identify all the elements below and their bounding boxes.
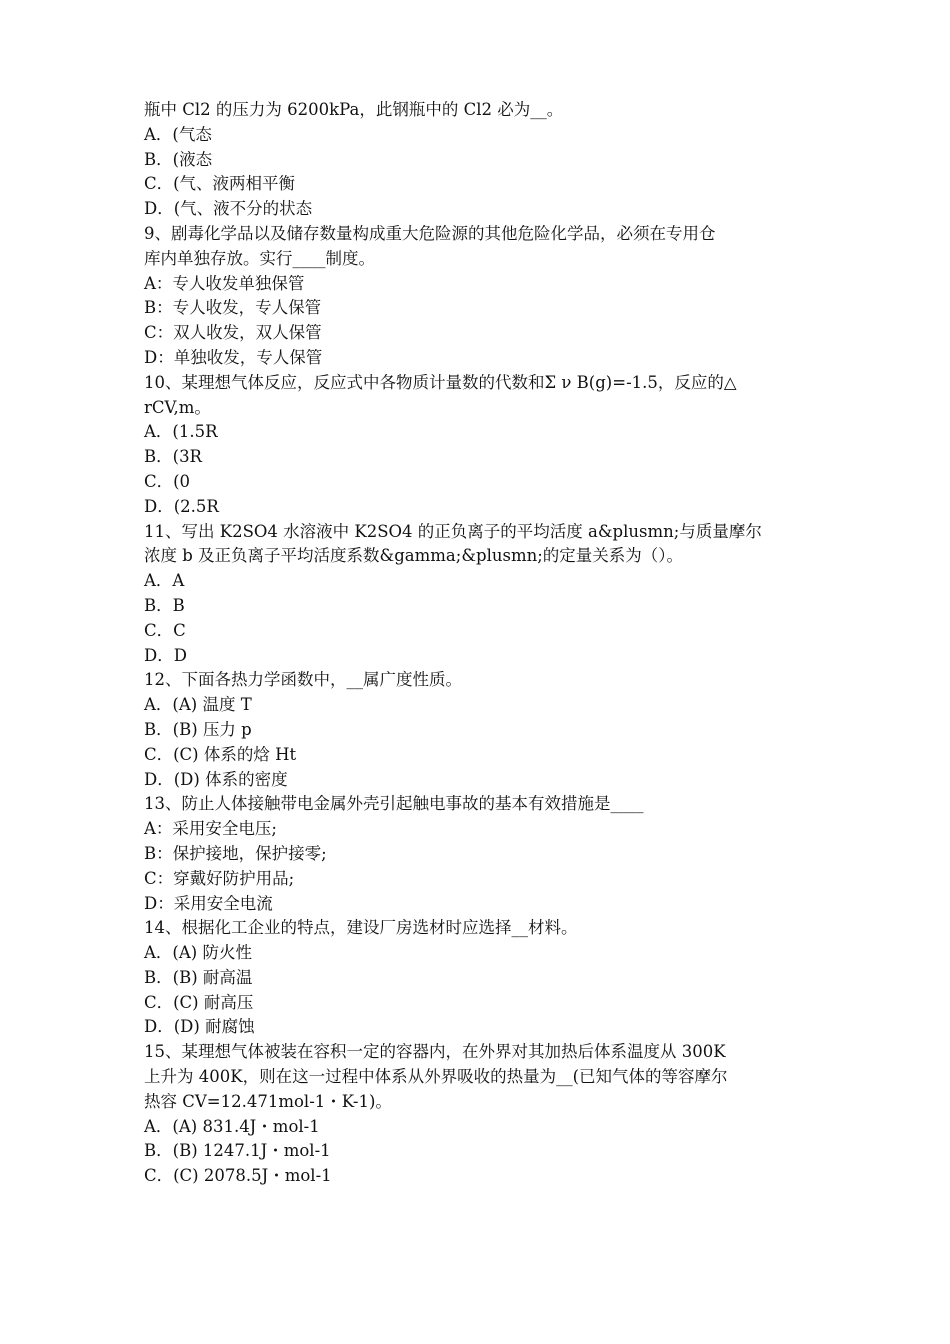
text-line: A：专人收发单独保管 <box>144 273 305 293</box>
text-line: B：专人收发，专人保管 <box>144 298 322 318</box>
text-line: C：双人收发，双人保管 <box>144 323 322 343</box>
text-line: 11、写出 K2SO4 水溶液中 K2SO4 的正负离子的平均活度 a&plusmn;与质量摩尔 <box>144 521 762 541</box>
text-line: B．(B) 耐高温 <box>144 967 253 987</box>
document-page <box>144 98 812 1189</box>
text-line: B．(B) 压力 p <box>144 719 252 739</box>
text-line: A．(A) 温度 T <box>144 695 252 715</box>
text-line: 10、某理想气体反应，反应式中各物质计量数的代数和Σ ν B(g)=-1.5，反应的△ <box>144 372 737 392</box>
text-line: B．(B) 1247.1J・mol-1 <box>144 1141 331 1161</box>
text-line: A：采用安全电压; <box>144 819 277 839</box>
text-line: B：保护接地，保护接零; <box>144 843 327 863</box>
text-line: 瓶中 Cl2 的压力为 6200kPa，此钢瓶中的 Cl2 必为__。 <box>144 100 564 119</box>
text-line: 12、下面各热力学函数中，__属广度性质。 <box>144 670 462 690</box>
text-line: 库内单独存放。实行____制度。 <box>144 248 375 268</box>
text-line: D．(气、液不分的状态 <box>144 199 313 219</box>
text-line: D．(2.5R <box>144 496 219 516</box>
text-line: 热容 CV=12.471mol-1・K-1)。 <box>144 1091 392 1111</box>
text-line: C．(C) 体系的焓 Ht <box>144 744 297 764</box>
text-line: C．(气、液两相平衡 <box>144 174 296 194</box>
text-line: 上升为 400K，则在这一过程中体系从外界吸收的热量为__(已知气体的等容摩尔 <box>144 1067 728 1087</box>
text-line: B．B <box>144 595 185 615</box>
text-line: 浓度 b 及正负离子平均活度系数&gamma;&plusmn;的定量关系为（）。 <box>144 546 684 566</box>
text-line: C．(0 <box>144 471 191 491</box>
text-line: C．C <box>144 620 186 640</box>
text-line: 14、根据化工企业的特点，建设厂房选材时应选择__材料。 <box>144 918 578 938</box>
text-line: A．(A) 防火性 <box>144 943 252 963</box>
text-line: 15、某理想气体被装在容积一定的容器内，在外界对其加热后体系温度从 300K <box>144 1042 726 1062</box>
text-line: D．(D) 体系的密度 <box>144 769 288 789</box>
text-line: A．(A) 831.4J・mol-1 <box>144 1116 320 1136</box>
text-line: B．(3R <box>144 447 202 467</box>
text-line: C．(C) 2078.5J・mol-1 <box>144 1166 332 1186</box>
text-line: C：穿戴好防护用品; <box>144 868 295 888</box>
text-line: D：单独收发，专人保管 <box>144 347 323 367</box>
text-line: D：采用安全电流 <box>144 893 273 913</box>
text-line: 13、防止人体接触带电金属外壳引起触电事故的基本有效措施是____ <box>144 794 644 814</box>
text-line: D．(D) 耐腐蚀 <box>144 1017 255 1037</box>
text-line: 9、剧毒化学品以及储存数量构成重大危险源的其他危险化学品，必须在专用仓 <box>144 223 716 243</box>
text-line: C．(C) 耐高压 <box>144 992 254 1012</box>
text-line: A．(1.5R <box>144 422 218 442</box>
text-line: A．A <box>144 571 185 591</box>
text-line: B．(液态 <box>144 149 213 169</box>
text-line: rCV,m。 <box>144 397 211 417</box>
text-line: A．(气态 <box>144 124 212 144</box>
text-line: D．D <box>144 645 187 665</box>
